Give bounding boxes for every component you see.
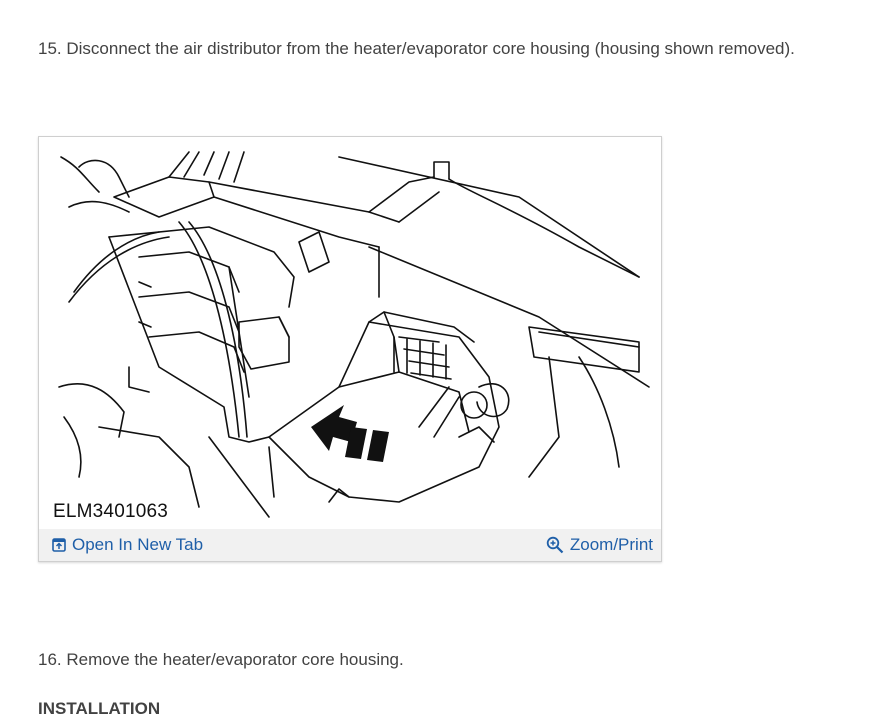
zoom-print-link[interactable] bbox=[546, 535, 653, 555]
open-in-new-tab-label: Open In New Tab bbox=[72, 535, 204, 554]
air-distributor-illustration bbox=[39, 137, 661, 529]
step-16-text: 16. Remove the heater/evaporator core housing. bbox=[38, 650, 404, 669]
section-heading-installation: INSTALLATION bbox=[38, 699, 161, 718]
figure-code: ELM3401063 bbox=[53, 501, 169, 522]
open-new-tab-icon bbox=[52, 538, 66, 552]
open-in-new-tab-link[interactable] bbox=[52, 535, 203, 555]
figure-card bbox=[38, 136, 662, 562]
step-15-text: 15. Disconnect the air distributor from the heater/evaporator core housing (housing shown removed). bbox=[38, 39, 795, 58]
magnifier-plus-icon bbox=[546, 536, 564, 554]
figure-toolbar bbox=[39, 529, 661, 561]
zoom-print-label: Zoom/Print bbox=[569, 535, 653, 554]
